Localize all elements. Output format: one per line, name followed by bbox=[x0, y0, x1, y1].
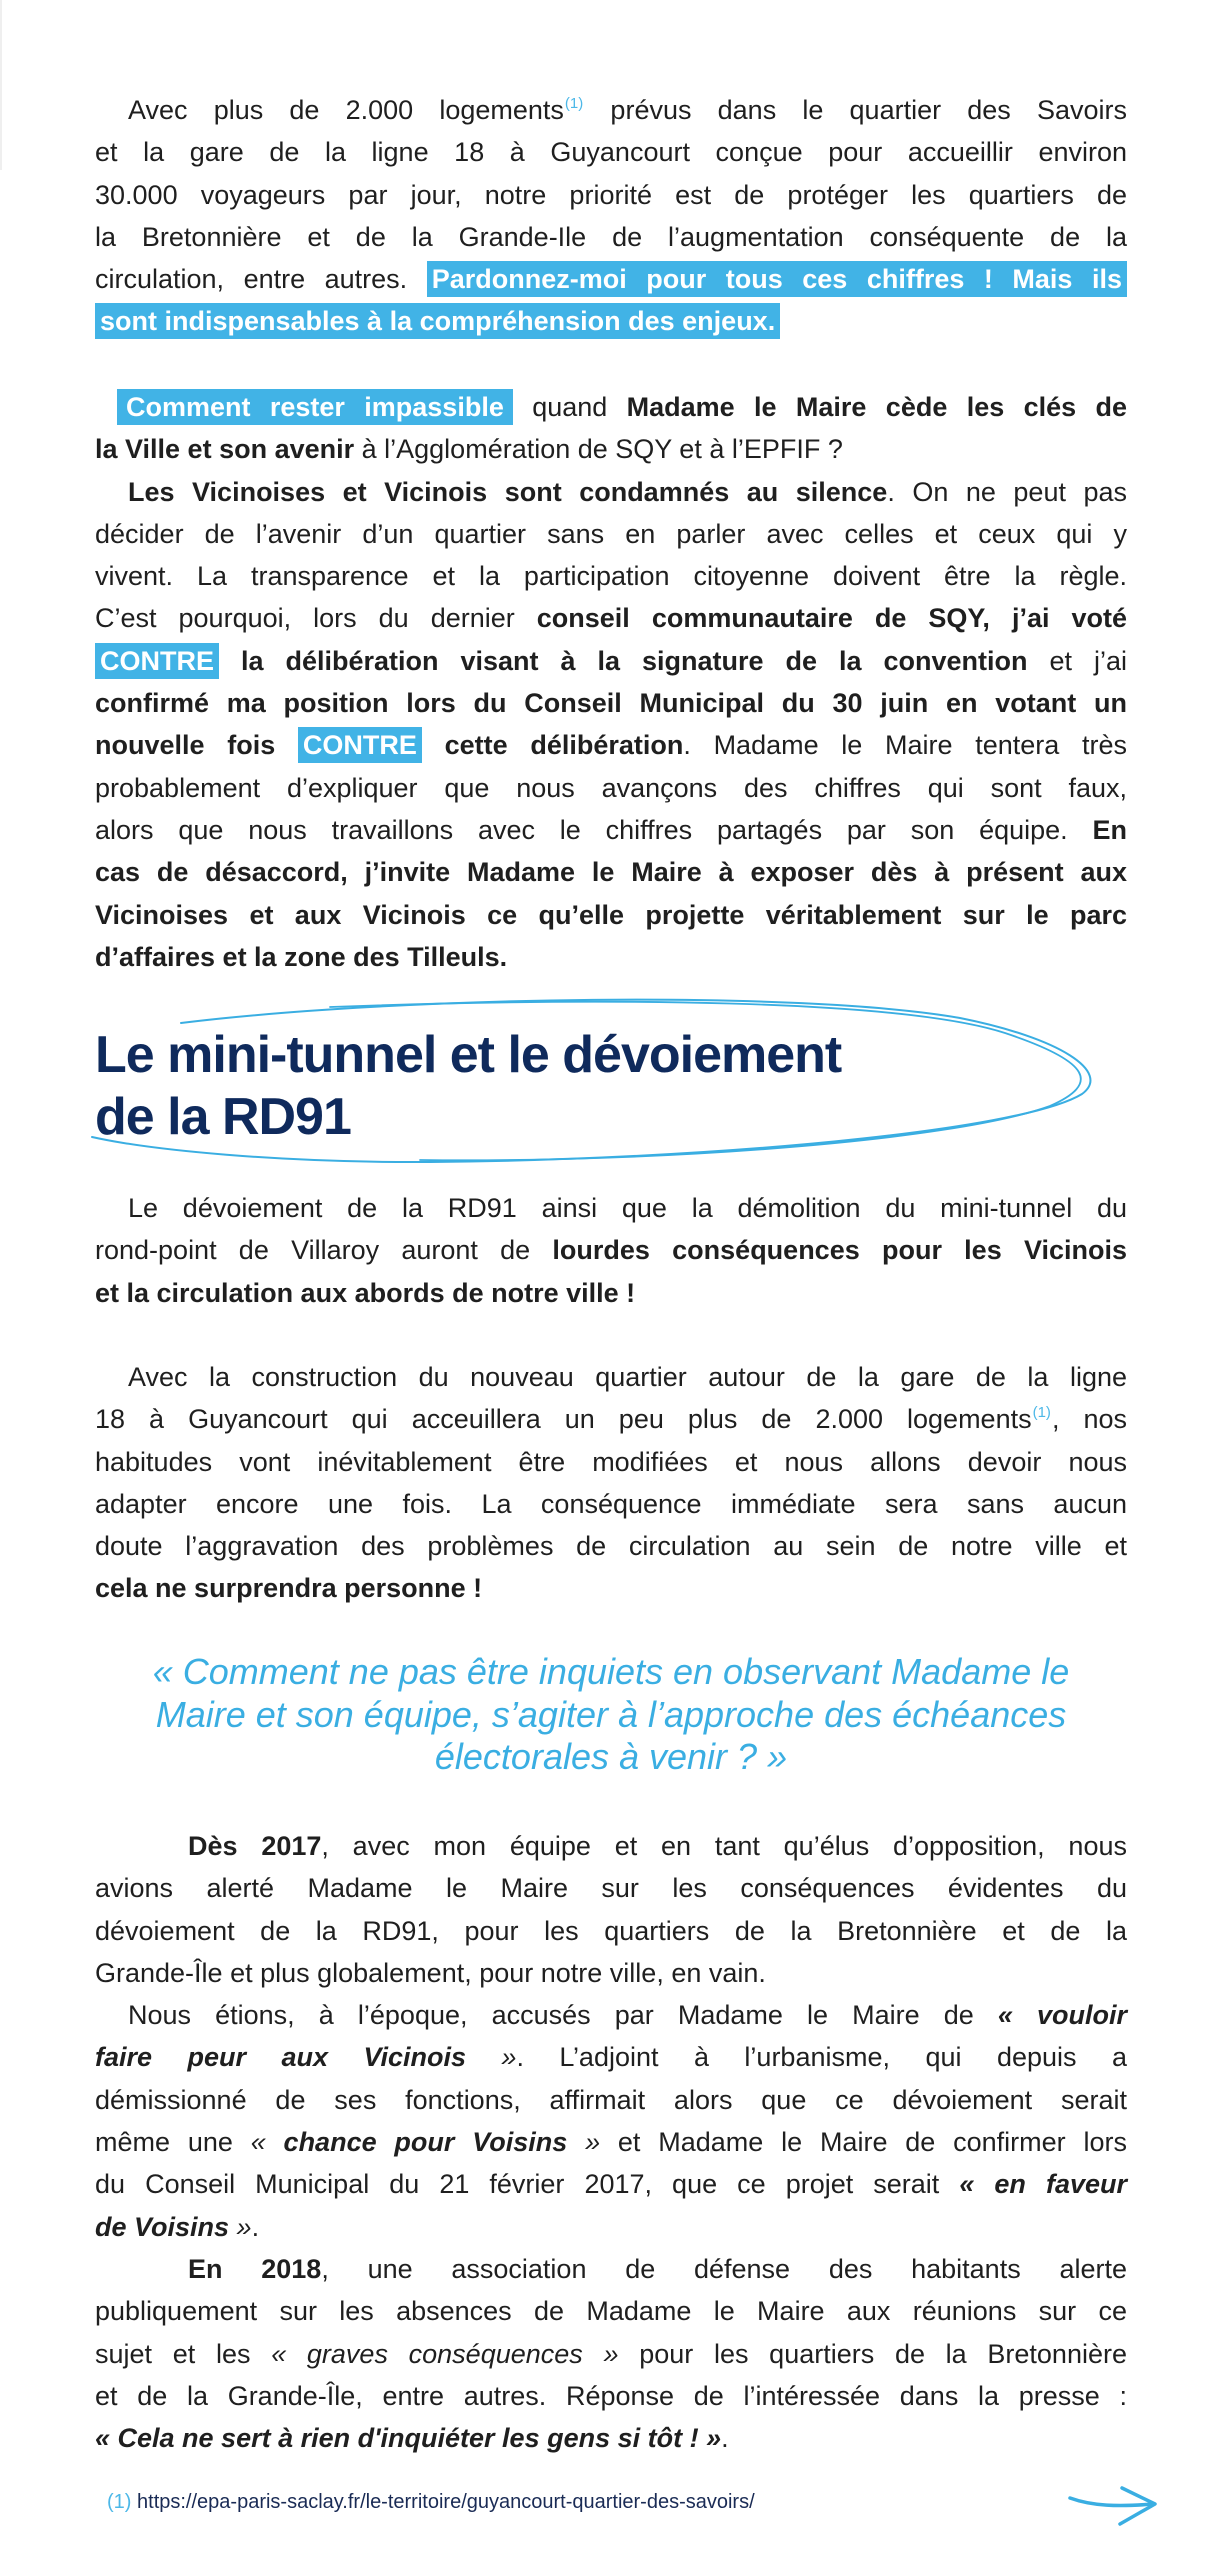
footnote-number: (1) bbox=[107, 2491, 132, 2513]
text-run: chance pour Voisins bbox=[283, 2127, 568, 2158]
text-run: vivent. La transparence et la participation citoyenne doivent être la règle. bbox=[95, 561, 1127, 592]
text-run: nouvelle fois bbox=[95, 730, 298, 761]
text-run: et la circulation aux abords de notre ville ! bbox=[95, 1277, 636, 1308]
text-line bbox=[95, 513, 1127, 555]
text-run: dévoiement de la RD91, pour les quartiers de la Bretonnière et de la bbox=[95, 1915, 1127, 1946]
text-run: Madame le Maire cède les clés de bbox=[626, 392, 1128, 422]
text-line bbox=[95, 1483, 1127, 1525]
arrow-right-icon[interactable] bbox=[1060, 2478, 1170, 2538]
text-run: Nous étions, à l’époque, accusés par Madame le Maire de bbox=[128, 2000, 998, 2031]
text-run: « vouloir bbox=[997, 2000, 1127, 2031]
text-line bbox=[95, 1567, 1127, 1609]
text-line bbox=[95, 2290, 1127, 2332]
text-line bbox=[95, 428, 1127, 470]
text-run: lourdes conséquences pour les Vicinois bbox=[552, 1235, 1127, 1266]
paragraph-des-2017 bbox=[95, 1825, 1127, 1994]
text-run: » bbox=[465, 2042, 517, 2073]
text-run: 18 à Guyancourt qui acceuillera un peu plus de 2.000 logements bbox=[95, 1404, 1032, 1435]
text-run: . L’adjoint à l’urbanisme, qui depuis a bbox=[516, 2042, 1127, 2073]
text-line bbox=[95, 2163, 1127, 2205]
pull-quote bbox=[95, 1651, 1127, 1779]
text-run: de Voisins bbox=[95, 2211, 230, 2242]
text-run: , avec mon équipe et en tant qu’élus d’opposition, nous bbox=[321, 1831, 1127, 1861]
text-run: « graves conséquences » bbox=[271, 2338, 619, 2369]
text-line bbox=[95, 555, 1127, 597]
text-line bbox=[95, 1356, 1127, 1398]
text-line bbox=[95, 682, 1127, 724]
section-impassible bbox=[95, 386, 1127, 978]
text-run: » bbox=[567, 2127, 601, 2158]
text-run: décider de l’avenir d’un quartier sans en parler avec celles et ceux qui y bbox=[95, 518, 1127, 549]
text-line bbox=[95, 1825, 1127, 1867]
paragraph-vicinois-silence bbox=[95, 471, 1127, 979]
text-line bbox=[95, 1525, 1127, 1567]
text-run: « en faveur bbox=[959, 2169, 1127, 2200]
text-run: adapter encore une fois. La conséquence immédiate sera sans aucun bbox=[95, 1488, 1127, 1519]
text-line bbox=[95, 131, 1127, 173]
text-line bbox=[95, 2248, 1127, 2290]
text-run: quand bbox=[512, 392, 627, 422]
text-run: Avec la construction du nouveau quartier autour de la gare de la ligne bbox=[128, 1362, 1127, 1392]
highlight-text: CONTRE bbox=[298, 727, 422, 763]
text-run: Grande-Île et plus globalement, pour notre ville, en vain. bbox=[95, 1957, 766, 1988]
text-line bbox=[95, 1187, 1127, 1229]
quote-line: Maire et son équipe, s’agiter à l’approche des échéances bbox=[155, 1693, 1067, 1735]
highlight-text: sont indispensables à la compréhension des enjeux. bbox=[95, 303, 780, 339]
paragraph-en-2018 bbox=[95, 2248, 1127, 2459]
text-line bbox=[95, 1952, 1127, 1994]
text-run: pour les quartiers de la Bretonnière bbox=[618, 2338, 1127, 2369]
text-run bbox=[422, 730, 445, 760]
footnote-link[interactable]: https://epa-paris-saclay.fr/le-territoire/guyancourt-quartier-des-savoirs/ bbox=[137, 2491, 755, 2513]
text-run: conseil communautaire de SQY, j’ai voté bbox=[536, 603, 1127, 634]
text-line bbox=[95, 300, 1127, 342]
quote-line: « Comment ne pas être inquiets en observant Madame le bbox=[152, 1651, 1070, 1692]
text-run: publiquement sur les absences de Madame le Maire aux réunions sur ce bbox=[95, 2296, 1127, 2327]
text-line bbox=[95, 174, 1127, 216]
text-line bbox=[95, 1398, 1127, 1440]
text-line bbox=[95, 216, 1127, 258]
text-line bbox=[95, 1441, 1127, 1483]
text-run: même une bbox=[95, 2127, 251, 2158]
text-line bbox=[95, 640, 1127, 682]
text-run: et la gare de la ligne 18 à Guyancourt conçue pour accueillir environ bbox=[95, 137, 1127, 168]
highlight-text: Comment rester impassible bbox=[117, 389, 513, 425]
text-run: à l’Agglomération de SQY et à l’EPFIF ? bbox=[354, 434, 843, 465]
text-run: prévus dans le quartier des Savoirs bbox=[584, 95, 1127, 125]
text-run: cela ne surprendra personne ! bbox=[95, 1573, 483, 1604]
text-run: d’affaires et la zone des Tilleuls. bbox=[95, 941, 508, 972]
text-run: Avec plus de 2.000 logements bbox=[128, 95, 564, 125]
text-run: démissionné de ses fonctions, affirmait alors que ce dévoiement serait bbox=[95, 2084, 1127, 2115]
text-run: Vicinoises et aux Vicinois ce qu’elle projette véritablement sur le parc bbox=[95, 899, 1127, 930]
text-run: Dès 2017 bbox=[188, 1831, 322, 1861]
text-run: . On ne peut pas bbox=[887, 476, 1128, 507]
page-edge-divider bbox=[0, 0, 2, 170]
text-run: cette délibération bbox=[444, 730, 684, 761]
text-run: , une association de défense des habitants alerte bbox=[321, 2253, 1127, 2284]
text-run: et j’ai bbox=[1027, 645, 1127, 676]
text-line bbox=[95, 2375, 1127, 2417]
text-line bbox=[95, 1910, 1127, 1952]
text-line bbox=[95, 2079, 1127, 2121]
text-run: la délibération visant à la signature de la convention bbox=[240, 645, 1028, 676]
quote-line: électorales à venir ? » bbox=[434, 1736, 788, 1777]
text-run: . Madame le Maire tentera très bbox=[683, 730, 1127, 761]
text-line bbox=[95, 1994, 1127, 2036]
section-heading bbox=[95, 1024, 841, 1148]
text-line bbox=[95, 258, 1127, 300]
text-run: sujet et les bbox=[95, 2338, 272, 2369]
text-line bbox=[95, 2417, 1127, 2459]
paragraph-rd91 bbox=[95, 1187, 1127, 1314]
text-line bbox=[95, 2333, 1127, 2375]
text-line bbox=[95, 2206, 1127, 2248]
text-line bbox=[95, 386, 1127, 428]
text-run: , nos bbox=[1051, 1404, 1127, 1435]
text-run: la Bretonnière et de la Grande-Ile de l’augmentation conséquente de la bbox=[95, 221, 1127, 252]
text-run: En bbox=[1092, 814, 1127, 845]
text-run: probablement d’expliquer que nous avançons des chiffres qui sont faux, bbox=[95, 772, 1127, 803]
text-run: confirmé ma position lors du Conseil Municipal du 30 juin en votant un bbox=[95, 688, 1127, 719]
text-run: avions alerté Madame le Maire sur les conséquences évidentes du bbox=[95, 1873, 1127, 1904]
highlight-text: Pardonnez-moi pour tous ces chiffres ! Mais ils bbox=[427, 261, 1127, 297]
text-run: circulation, entre autres. bbox=[95, 264, 427, 295]
text-line bbox=[95, 936, 1127, 978]
footnote-ref[interactable]: (1) bbox=[1032, 1404, 1051, 1422]
text-line bbox=[95, 2121, 1127, 2163]
highlight-text: CONTRE bbox=[95, 643, 219, 679]
text-line bbox=[95, 851, 1127, 893]
text-run: . bbox=[721, 2423, 729, 2454]
text-run: doute l’aggravation des problèmes de circulation au sein de notre ville et bbox=[95, 1531, 1127, 1562]
text-run bbox=[219, 646, 241, 676]
text-run: C’est pourquoi, lors du dernier bbox=[95, 603, 537, 634]
text-line bbox=[95, 724, 1127, 766]
text-line bbox=[95, 1867, 1127, 1909]
text-line bbox=[95, 89, 1127, 131]
text-run: habitudes vont inévitablement être modifiées et nous allons devoir nous bbox=[95, 1446, 1127, 1477]
text-run: 30.000 voyageurs par jour, notre priorité est de protéger les quartiers de bbox=[95, 179, 1127, 210]
heading-line: de la RD91 bbox=[95, 1088, 351, 1146]
text-line bbox=[95, 894, 1127, 936]
text-run: et de la Grande-Île, entre autres. Réponse de l’intéressée dans la presse : bbox=[95, 2380, 1127, 2411]
text-run: . bbox=[251, 2211, 260, 2242]
paragraph-logements bbox=[95, 89, 1127, 343]
text-line bbox=[95, 2036, 1127, 2078]
text-run: et Madame le Maire de confirmer lors bbox=[600, 2127, 1127, 2158]
section-history bbox=[95, 1825, 1127, 2459]
text-run: faire peur aux Vicinois bbox=[95, 2042, 466, 2073]
text-line bbox=[95, 809, 1127, 851]
text-run: alors que nous travaillons avec le chiffres partagés par son équipe. bbox=[95, 814, 1093, 845]
text-run: la Ville et son avenir bbox=[95, 434, 355, 465]
footnote-ref[interactable]: (1) bbox=[564, 95, 584, 112]
text-line bbox=[95, 1272, 1127, 1314]
text-run: Le dévoiement de la RD91 ainsi que la démolition du mini-tunnel du bbox=[128, 1193, 1127, 1223]
text-run: « bbox=[250, 2127, 284, 2158]
text-run: En 2018 bbox=[188, 2253, 322, 2284]
paragraph-impassible bbox=[95, 386, 1127, 471]
text-line bbox=[95, 1229, 1127, 1271]
text-line bbox=[95, 597, 1127, 639]
text-run: cas de désaccord, j’invite Madame le Maire à exposer dès à présent aux bbox=[95, 857, 1127, 888]
text-run: rond-point de Villaroy auront de bbox=[95, 1235, 553, 1266]
footnote bbox=[107, 2490, 755, 2514]
text-run: Les Vicinoises et Vicinois sont condamnés au silence bbox=[128, 476, 888, 507]
text-line bbox=[95, 471, 1127, 513]
heading-line: Le mini-tunnel et le dévoiement bbox=[95, 1026, 842, 1084]
text-run: « Cela ne sert à rien d'inquiéter les gens si tôt ! » bbox=[95, 2423, 722, 2454]
text-run: » bbox=[229, 2211, 252, 2242]
paragraph-nous-etions bbox=[95, 1994, 1127, 2248]
text-run: du Conseil Municipal du 21 février 2017, que ce projet serait bbox=[95, 2169, 960, 2200]
text-line bbox=[95, 767, 1127, 809]
paragraph-construction bbox=[95, 1356, 1127, 1610]
